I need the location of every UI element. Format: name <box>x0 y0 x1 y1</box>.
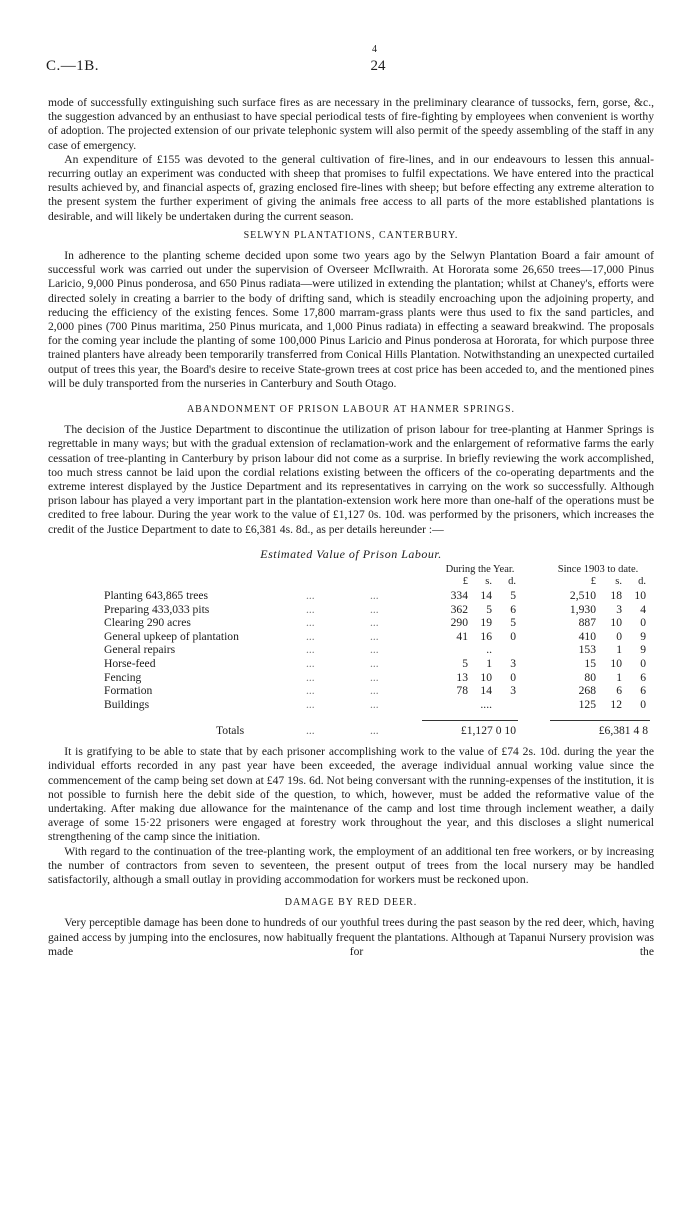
total-value: 6 <box>640 670 646 684</box>
total-value: 3 <box>616 602 622 616</box>
year-value: 290 <box>450 616 468 630</box>
year-value: 1 <box>486 657 492 671</box>
year-rule <box>422 720 518 721</box>
year-value: 78 <box>456 684 468 698</box>
dot-leader: ... <box>306 602 315 616</box>
unit-label: s. <box>615 576 622 588</box>
paragraph-red-deer: Very perceptible damage has been done to hundreds of our youthful trees during the past season by the red deer, which, having gained access by jumping into the enclosures, now habitually frequent the plantations. Although at Tapanui Nursery provision was made for the <box>48 916 654 958</box>
body-text <box>48 96 654 959</box>
total-value: 15 <box>584 657 596 671</box>
col-header-year: During the Year. <box>445 564 515 576</box>
heading-prison-labour: ABANDONMENT OF PRISON LABOUR AT HANMER SPRINGS. <box>186 404 516 416</box>
total-value: 0 <box>640 657 646 671</box>
paragraph-free-workers: With regard to the continuation of the tree-planting work, the employment of an additional ten free workers, or by increasing the number of contractors from seven to seventeen, the present output of trees from the local nursery may be handled satisfactorily, although a small outlay in providing accommodation for workers must be reckoned upon. <box>48 844 654 886</box>
total-value: 80 <box>584 670 596 684</box>
total-value: 0 <box>616 629 622 643</box>
year-value: 3 <box>510 684 516 698</box>
unit-label: s. <box>485 576 492 588</box>
prison-labour-table <box>48 563 654 721</box>
total-value: 10 <box>634 589 646 603</box>
total-value: 18 <box>610 589 622 603</box>
dot-leader: ... <box>306 697 315 711</box>
total-value: 410 <box>578 629 596 643</box>
dot-leader: ... <box>306 657 315 671</box>
row-label: Planting 643,865 trees <box>104 589 209 603</box>
row-label: Horse-feed <box>104 657 156 671</box>
dot-leader: ... <box>370 602 379 616</box>
year-value: 14 <box>480 684 492 698</box>
total-value: 1 <box>616 643 622 657</box>
total-value: 153 <box>578 643 596 657</box>
dot-leader: ... <box>370 629 379 643</box>
dot-leader: ... <box>306 589 315 603</box>
total-value: 1,930 <box>569 602 596 616</box>
total-rule <box>550 720 650 721</box>
total-value: 1 <box>616 670 622 684</box>
page-number: 24 <box>370 58 386 74</box>
dot-leader: ... <box>370 616 379 630</box>
totals-row <box>48 721 654 741</box>
row-label: Preparing 433,033 pits <box>104 602 210 616</box>
total-value: 268 <box>578 684 596 698</box>
table-row <box>48 630 654 643</box>
row-label: General upkeep of plantation <box>104 629 239 643</box>
report-code: C.—1B. <box>46 58 100 74</box>
total-value: 12 <box>610 697 622 711</box>
dot-leader: ... <box>306 629 315 643</box>
totals-label: Totals <box>216 724 245 738</box>
year-value: 41 <box>456 629 468 643</box>
units-row <box>48 575 654 587</box>
paragraph-prison-labour: The decision of the Justice Department to discontinue the utilization of prison labour for tree-planting at Hanmer Springs is regrettable in many ways; but with the gradual extension of reclamation-work and the enlargement of reformative farms the early cessation of tree-planting in Canterbury by prison labour did not come as a surprise. In briefly reviewing the work accomplished, too much stress cannot be laid upon the cordial relations existing between the officers of the co-operating departments and the extreme interest displayed by the Justice Department and its representatives in carrying on the work so successfully. Although prison labour has played a very important part in the plantation-extension work here more than one-half of the operations must be credited to free labour. During the year work to the value of £1,127 0s. 10d. was performed by the prisoners, which increases the credit of the Justice Department to date to £6,381 4s. 8d., as per details hereunder :— <box>48 423 654 536</box>
unit-label: £ <box>590 576 596 588</box>
col-header-total: Since 1903 to date. <box>557 564 639 576</box>
unit-label: £ <box>462 576 468 588</box>
year-value: 3 <box>510 657 516 671</box>
year-value: 362 <box>450 602 468 616</box>
year-value: 19 <box>480 616 492 630</box>
year-value: 6 <box>510 602 516 616</box>
table-row <box>48 589 654 602</box>
year-value: 13 <box>456 670 468 684</box>
totals-total: £6,381 4 8 <box>598 724 648 738</box>
unit-label: d. <box>508 576 516 588</box>
year-value: .. <box>486 643 492 657</box>
paragraph-selwyn: In adherence to the planting scheme decided upon some two years ago by the Selwyn Plantation Board a fair amount of successful work was carried out under the supervision of Overseer McIlwraith. At Hororata some 26,650 trees—17,000 Pinus Laricio, 9,000 Pinus ponderosa, and 650 Pinus radiata—were utilized in extending the plantation; whilst at Chaney's, efforts were directed solely in creating a barrier to the body of drifting sand, which is steadily encroaching upon the adjoining property, and reducing the efficiency of the existing fences. Some 17,800 marram-grass plants were thus used to fix the sand particles, and 2,000 pines (700 Pinus maritima, 250 Pinus muricata, and 1,000 Pinus radiata) in effecting a seaward breakwind. The proposals for the coming year include the planting of some 100,000 Pinus Laricio and Pinus ponderosa at Hororata, for which purpose three trained planters have already been temporarily transferred from Conical Hills Plantation. Notwithstanding an unexpected curtailed output of trees this year, the Board's desire to receive State-grown trees at cost price has been acceded to, and the mentioned pines will be duly transported from the nurseries in Canterbury and South Otago. <box>48 249 654 390</box>
dot-leader: ... <box>370 657 379 671</box>
heading-red-deer: DAMAGE BY RED DEER. <box>284 897 418 909</box>
paragraph-prisoner-value: It is gratifying to be able to state that by each prisoner accomplishing work to the value of £74 2s. 10d. during the year the individual efforts recorded in any past year have been exceeded, the average individual annual working value since the commencement of the camp being set down at £47 19s. 6d. Not being conversant with the running-expenses of the institution, it is not possible to furnish here the debit side of the question, to which, however, must be added the reformative value of the undertaking. After making due allowance for the maintenance of the camp and lost time through inclement weather, a daily average of some 15·22 prisoners were engaged at forestry work throughout the year, and this discloses a slight numerical strengthening of the camp since the initiation. <box>48 745 654 844</box>
year-value: 334 <box>450 589 468 603</box>
paragraph-fire-fighting: mode of successfully extinguishing such surface fires as are necessary in the preliminary clearance of tussocks, fern, gorse, &c., the suggestion advanced by an enthusiast to have special periodical tests of fire-fighting by employees when convenient is worthy of adoption. The projected extension of our private telephonic system will also permit of the speedy assembling of the staff in any case of emergency. <box>48 96 654 152</box>
dot-leader: ... <box>306 616 315 630</box>
row-label: Buildings <box>104 697 150 711</box>
dot-leader: ... <box>370 670 379 684</box>
year-value: 5 <box>486 602 492 616</box>
year-value: 16 <box>480 629 492 643</box>
paragraph-fire-lines: An expenditure of £155 was devoted to the general cultivation of fire-lines, and in our endeavours to lessen this annual-recurring outlay an experiment was conducted with sheep that promises to fulfil expectations. We have entered into the practical results achieved by, and financial aspects of, grazing enclosed fire-lines with sheep; but before effecting any extreme alteration to the present system the further experiment of giving the animals free access to all parts of the more established plantations is desirable, and will likely be undertaken during the current season. <box>48 152 654 223</box>
dot-leader: ... <box>306 670 315 684</box>
total-value: 2,510 <box>569 589 596 603</box>
totals-leader-1: ... <box>306 724 315 738</box>
year-value: 5 <box>462 657 468 671</box>
total-value: 9 <box>640 629 646 643</box>
total-value: 0 <box>640 697 646 711</box>
page-header <box>46 44 654 76</box>
total-value: 125 <box>578 697 596 711</box>
total-value: 6 <box>616 684 622 698</box>
dot-leader: ... <box>306 643 315 657</box>
total-value: 10 <box>610 657 622 671</box>
row-label: General repairs <box>104 643 176 657</box>
total-value: 10 <box>610 616 622 630</box>
year-value: 10 <box>480 670 492 684</box>
dot-leader: ... <box>370 697 379 711</box>
total-value: 6 <box>640 684 646 698</box>
total-value: 9 <box>640 643 646 657</box>
page-mark: 4 <box>372 44 377 55</box>
table-row <box>48 684 654 697</box>
unit-label: d. <box>638 576 646 588</box>
table-row <box>48 603 654 616</box>
dot-leader: ... <box>370 643 379 657</box>
row-label: Clearing 290 acres <box>104 616 191 630</box>
year-value: 0 <box>510 629 516 643</box>
total-value: 887 <box>578 616 596 630</box>
table-row <box>48 698 654 711</box>
dot-leader: ... <box>306 684 315 698</box>
heading-selwyn: SELWYN PLANTATIONS, CANTERBURY. <box>243 229 459 241</box>
table-row <box>48 671 654 684</box>
year-value: 5 <box>510 589 516 603</box>
totals-leader-2: ... <box>370 724 379 738</box>
row-label: Fencing <box>104 670 142 684</box>
dot-leader: ... <box>370 589 379 603</box>
table-row <box>48 643 654 656</box>
table-caption: Estimated Value of Prison Labour. <box>260 546 442 561</box>
table-row <box>48 616 654 629</box>
year-value: 14 <box>480 589 492 603</box>
dot-leader: ... <box>370 684 379 698</box>
total-value: 4 <box>640 602 646 616</box>
totals-year: £1,127 0 10 <box>460 724 516 738</box>
total-value: 0 <box>640 616 646 630</box>
year-value: 0 <box>510 670 516 684</box>
year-value: .... <box>480 697 492 711</box>
year-value: 5 <box>510 616 516 630</box>
row-label: Formation <box>104 684 153 698</box>
table-row <box>48 657 654 670</box>
